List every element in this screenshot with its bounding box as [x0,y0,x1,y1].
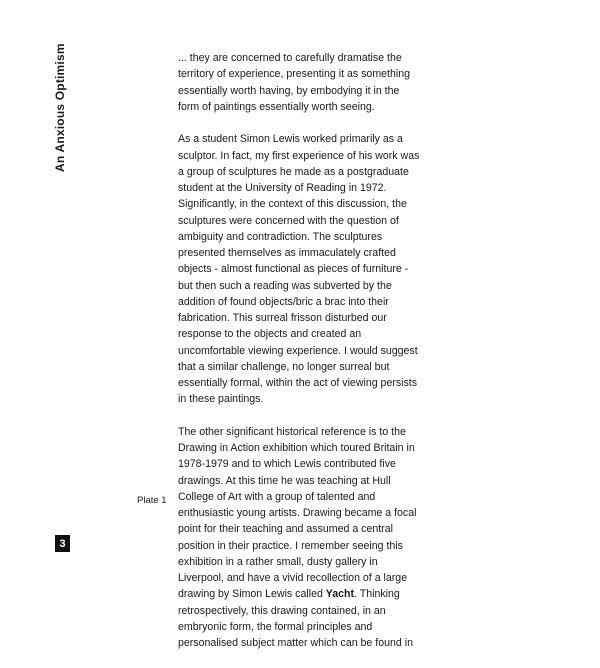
text-line: Significantly, in the context of this discussion, the [178,198,407,211]
text-line: ... they are concerned to carefully dramatise the [178,52,402,64]
text-line: 1978-1979 and to which Lewis contributed five [178,458,396,471]
yacht-line-start: drawing by Simon Lewis called [178,588,326,601]
paragraph-3 [178,424,440,652]
text-line: personalised subject matter which can be found in [178,637,413,649]
text-line: The other significant historical reference is to the [178,425,406,438]
paragraph-2 [178,131,440,407]
text-line: essentially worth having, by embodying it in the [178,84,400,97]
text-line: sculptures were concerned with the question of [178,214,399,227]
text-line: drawings. At this time he was teaching at Hull [178,474,391,487]
text-line: College of Art with a group of talented and [178,490,376,503]
body-text [178,50,440,668]
text-line: that a similar challenge, no longer surreal but [178,360,390,373]
text-line: objects - almost functional as pieces of furniture - [178,263,409,276]
text-line: enthusiastic young artists. Drawing became a focal [178,507,417,519]
running-title: An Anxious Optimism [53,43,67,172]
text-line: sculptor. In fact, my first experience of his work was [178,149,420,162]
text-line: essentially formal, within the act of viewing persists [178,377,418,389]
text-line: a group of sculptures he made as a postgraduate [178,165,409,178]
text-line: student at the University of Reading in 1972. [178,182,387,194]
yacht-line-end: . Thinking [354,588,400,601]
text-line: response to the objects and created an [178,328,362,341]
text-line: but then such a reading was subverted by the [178,279,392,292]
text-line: Liverpool, and have a vivid recollection of a large [178,572,408,584]
paragraph-1 [178,50,440,115]
text-line: point for their teaching and assumed a central [178,523,393,536]
text-line: exhibition in a rather small, dusty gallery in [178,555,378,568]
text-line: position in their practice. I remember seeing this [178,539,403,552]
artwork-title-yacht: Yacht [325,588,355,601]
text-line: fabrication. This surreal frisson disturbed our [178,312,387,324]
page-number: 3 [55,535,70,552]
text-line: embryonic form, the formal principles and [178,620,373,633]
text-line: form of paintings essentially worth seeing. [178,100,375,113]
plate-reference: Plate 1 [137,495,167,506]
text-line: uncomfortable viewing experience. I would suggest [178,344,418,357]
text-line: in these paintings. [178,393,264,406]
text-line: As a student Simon Lewis worked primarily as a [178,133,403,146]
text-line: ambiguity and contradiction. The sculptures [178,230,383,243]
text-line: territory of experience, presenting it as something [178,68,411,81]
text-line: retrospectively, this drawing contained, in an [178,604,386,617]
text-line: Drawing in Action exhibition which toured Britain in [178,442,415,454]
text-line: presented themselves as immaculately crafted [178,247,396,259]
text-line-yacht [178,586,440,602]
text-line: addition of found objects/bric a brac into their [178,295,389,308]
